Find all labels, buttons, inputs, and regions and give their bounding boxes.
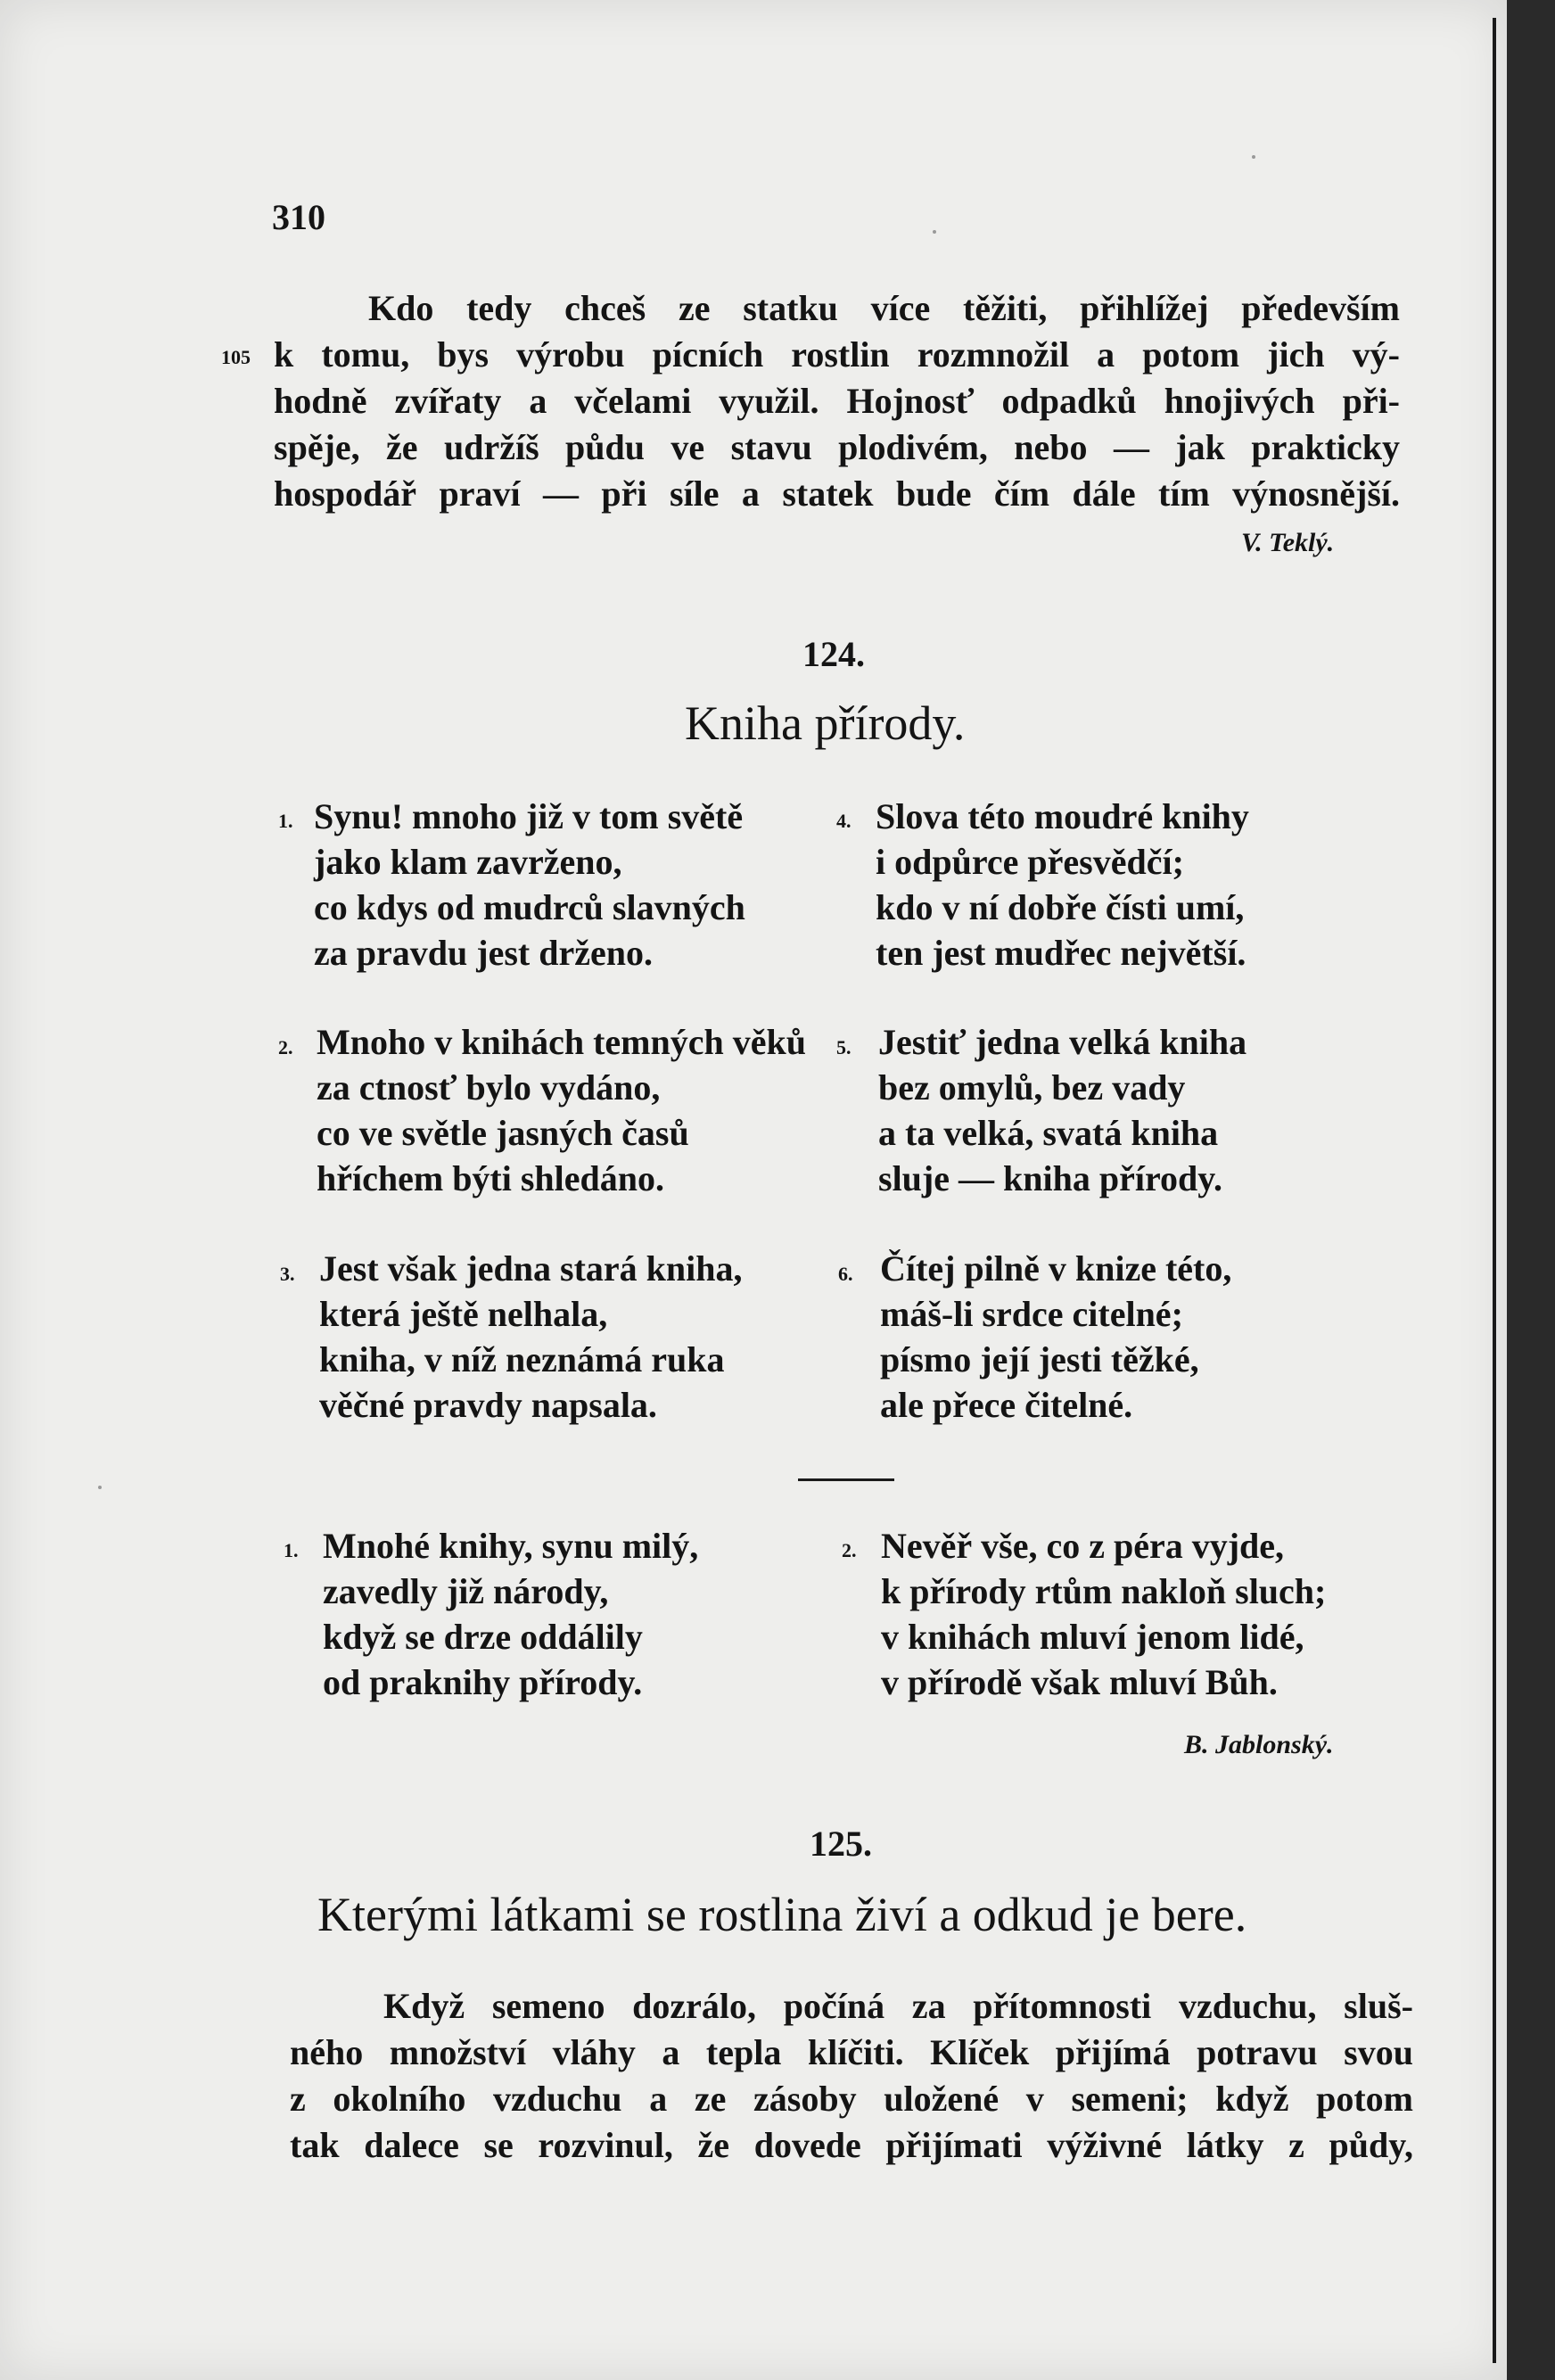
- verse-line: bez omylů, bez vady: [878, 1067, 1186, 1108]
- verse-line: zavedly již národy,: [323, 1571, 609, 1611]
- verse-line: když se drze oddálily: [323, 1617, 643, 1657]
- stanza: [881, 1523, 1326, 1705]
- verse-line: Jest však jedna stará kniha,: [319, 1248, 743, 1289]
- verse-line: ale přece čitelné.: [880, 1385, 1133, 1425]
- verse-line: v knihách mluví jenom lidé,: [881, 1617, 1304, 1657]
- stanza: [876, 794, 1249, 976]
- verse-line: Slova této moudré knihy: [876, 796, 1249, 836]
- stanza-number: 6.: [838, 1263, 853, 1285]
- verse-line: věčné pravdy napsala.: [319, 1385, 657, 1425]
- scan-border: [1507, 0, 1555, 2380]
- body-line: ného množství vláhy a tepla klíčiti. Klíček přijímá potravu svou: [290, 2032, 1413, 2072]
- verse-line: kdo v ní dobře čísti umí,: [876, 887, 1245, 927]
- divider-rule: [798, 1478, 894, 1481]
- body-line: z okolního vzduchu a ze zásoby uložené v semeni; když potom: [290, 2079, 1413, 2119]
- stanza: [878, 1019, 1246, 1201]
- verse-line: v přírodě však mluví Bůh.: [881, 1662, 1278, 1702]
- verse-line: ten jest mudřec největší.: [876, 933, 1246, 973]
- verse-line: Nevěř vše, co z péra vyjde,: [881, 1526, 1285, 1566]
- stanza-number: 1.: [284, 1539, 299, 1561]
- page-edge-line: [1493, 18, 1496, 2363]
- verse-line: k přírody rtům nakloň sluch;: [881, 1571, 1327, 1611]
- intro-line: k tomu, bys výrobu pícních rostlin rozmnožil a potom jich vý-: [274, 334, 1400, 375]
- verse-line: Čítej pilně v knize této,: [880, 1248, 1232, 1289]
- verse-line: sluje — kniha přírody.: [878, 1158, 1223, 1198]
- stanza: [319, 1246, 743, 1428]
- stanza: [317, 1019, 806, 1201]
- verse-line: Mnohé knihy, synu milý,: [323, 1526, 699, 1566]
- paper-speck: [1252, 155, 1255, 159]
- section-number: 125.: [810, 1824, 872, 1864]
- poem-title: Kniha přírody.: [685, 696, 966, 750]
- stanza: [323, 1523, 698, 1705]
- verse-line: i odpůrce přesvědčí;: [876, 842, 1184, 882]
- paper-speck: [933, 230, 936, 234]
- verse-line: máš-li srdce citelné;: [880, 1294, 1183, 1334]
- intro-line: spěje, že udržíš půdu ve stavu plodivém, nebo — jak prakticky: [274, 427, 1400, 467]
- section-number: 124.: [802, 634, 865, 674]
- stanza-number: 3.: [280, 1263, 295, 1285]
- verse-line: písmo její jesti těžké,: [880, 1339, 1199, 1379]
- verse-line: Jestiť jedna velká kniha: [878, 1022, 1247, 1062]
- verse-line: za ctnosť bylo vydáno,: [317, 1067, 661, 1108]
- paper-speck: [98, 1486, 102, 1489]
- author-signature: B. Jablonský.: [1184, 1730, 1334, 1759]
- verse-line: od praknihy přírody.: [323, 1662, 643, 1702]
- verse-line: hříchem býti shledáno.: [317, 1158, 665, 1198]
- verse-line: která ještě nelhala,: [319, 1294, 608, 1334]
- intro-line: hodně zvířaty a včelami využil. Hojnosť odpadků hnojivých při-: [274, 381, 1400, 421]
- verse-line: co ve světle jasných časů: [317, 1113, 689, 1153]
- verse-line: jako klam zavrženo,: [314, 842, 622, 882]
- section-title: Kterými látkami se rostlina živí a odkud je bere.: [317, 1888, 1247, 1941]
- verse-line: a ta velká, svatá kniha: [878, 1113, 1219, 1153]
- stanza: [880, 1246, 1231, 1428]
- intro-line: Kdo tedy chceš ze statku více těžiti, přihlížej především: [368, 288, 1400, 328]
- page-number: 310: [272, 197, 325, 237]
- verse-line: za pravdu jest drženo.: [314, 933, 653, 973]
- stanza-number: 2.: [842, 1539, 857, 1561]
- stanza-number: 2.: [278, 1036, 293, 1058]
- body-line: Když semeno dozrálo, počíná za přítomnosti vzduchu, sluš-: [383, 1986, 1413, 2026]
- stanza-number: 5.: [836, 1036, 852, 1058]
- stanza-number: 4.: [836, 810, 852, 832]
- verse-line: co kdys od mudrců slavných: [314, 887, 745, 927]
- stanza: [314, 794, 745, 976]
- body-line: tak dalece se rozvinul, že dovede přijímati výživné látky z půdy,: [290, 2125, 1413, 2165]
- verse-line: Synu! mnoho již v tom světě: [314, 796, 744, 836]
- verse-line: kniha, v níž neznámá ruka: [319, 1339, 725, 1379]
- stanza-number: 1.: [278, 810, 293, 832]
- intro-line: hospodář praví — při síle a statek bude čím dále tím výnosnější.: [274, 474, 1400, 514]
- verse-line: Mnoho v knihách temných věků: [317, 1022, 806, 1062]
- author-signature: V. Teklý.: [1241, 528, 1335, 557]
- margin-line-number: 105: [221, 346, 251, 368]
